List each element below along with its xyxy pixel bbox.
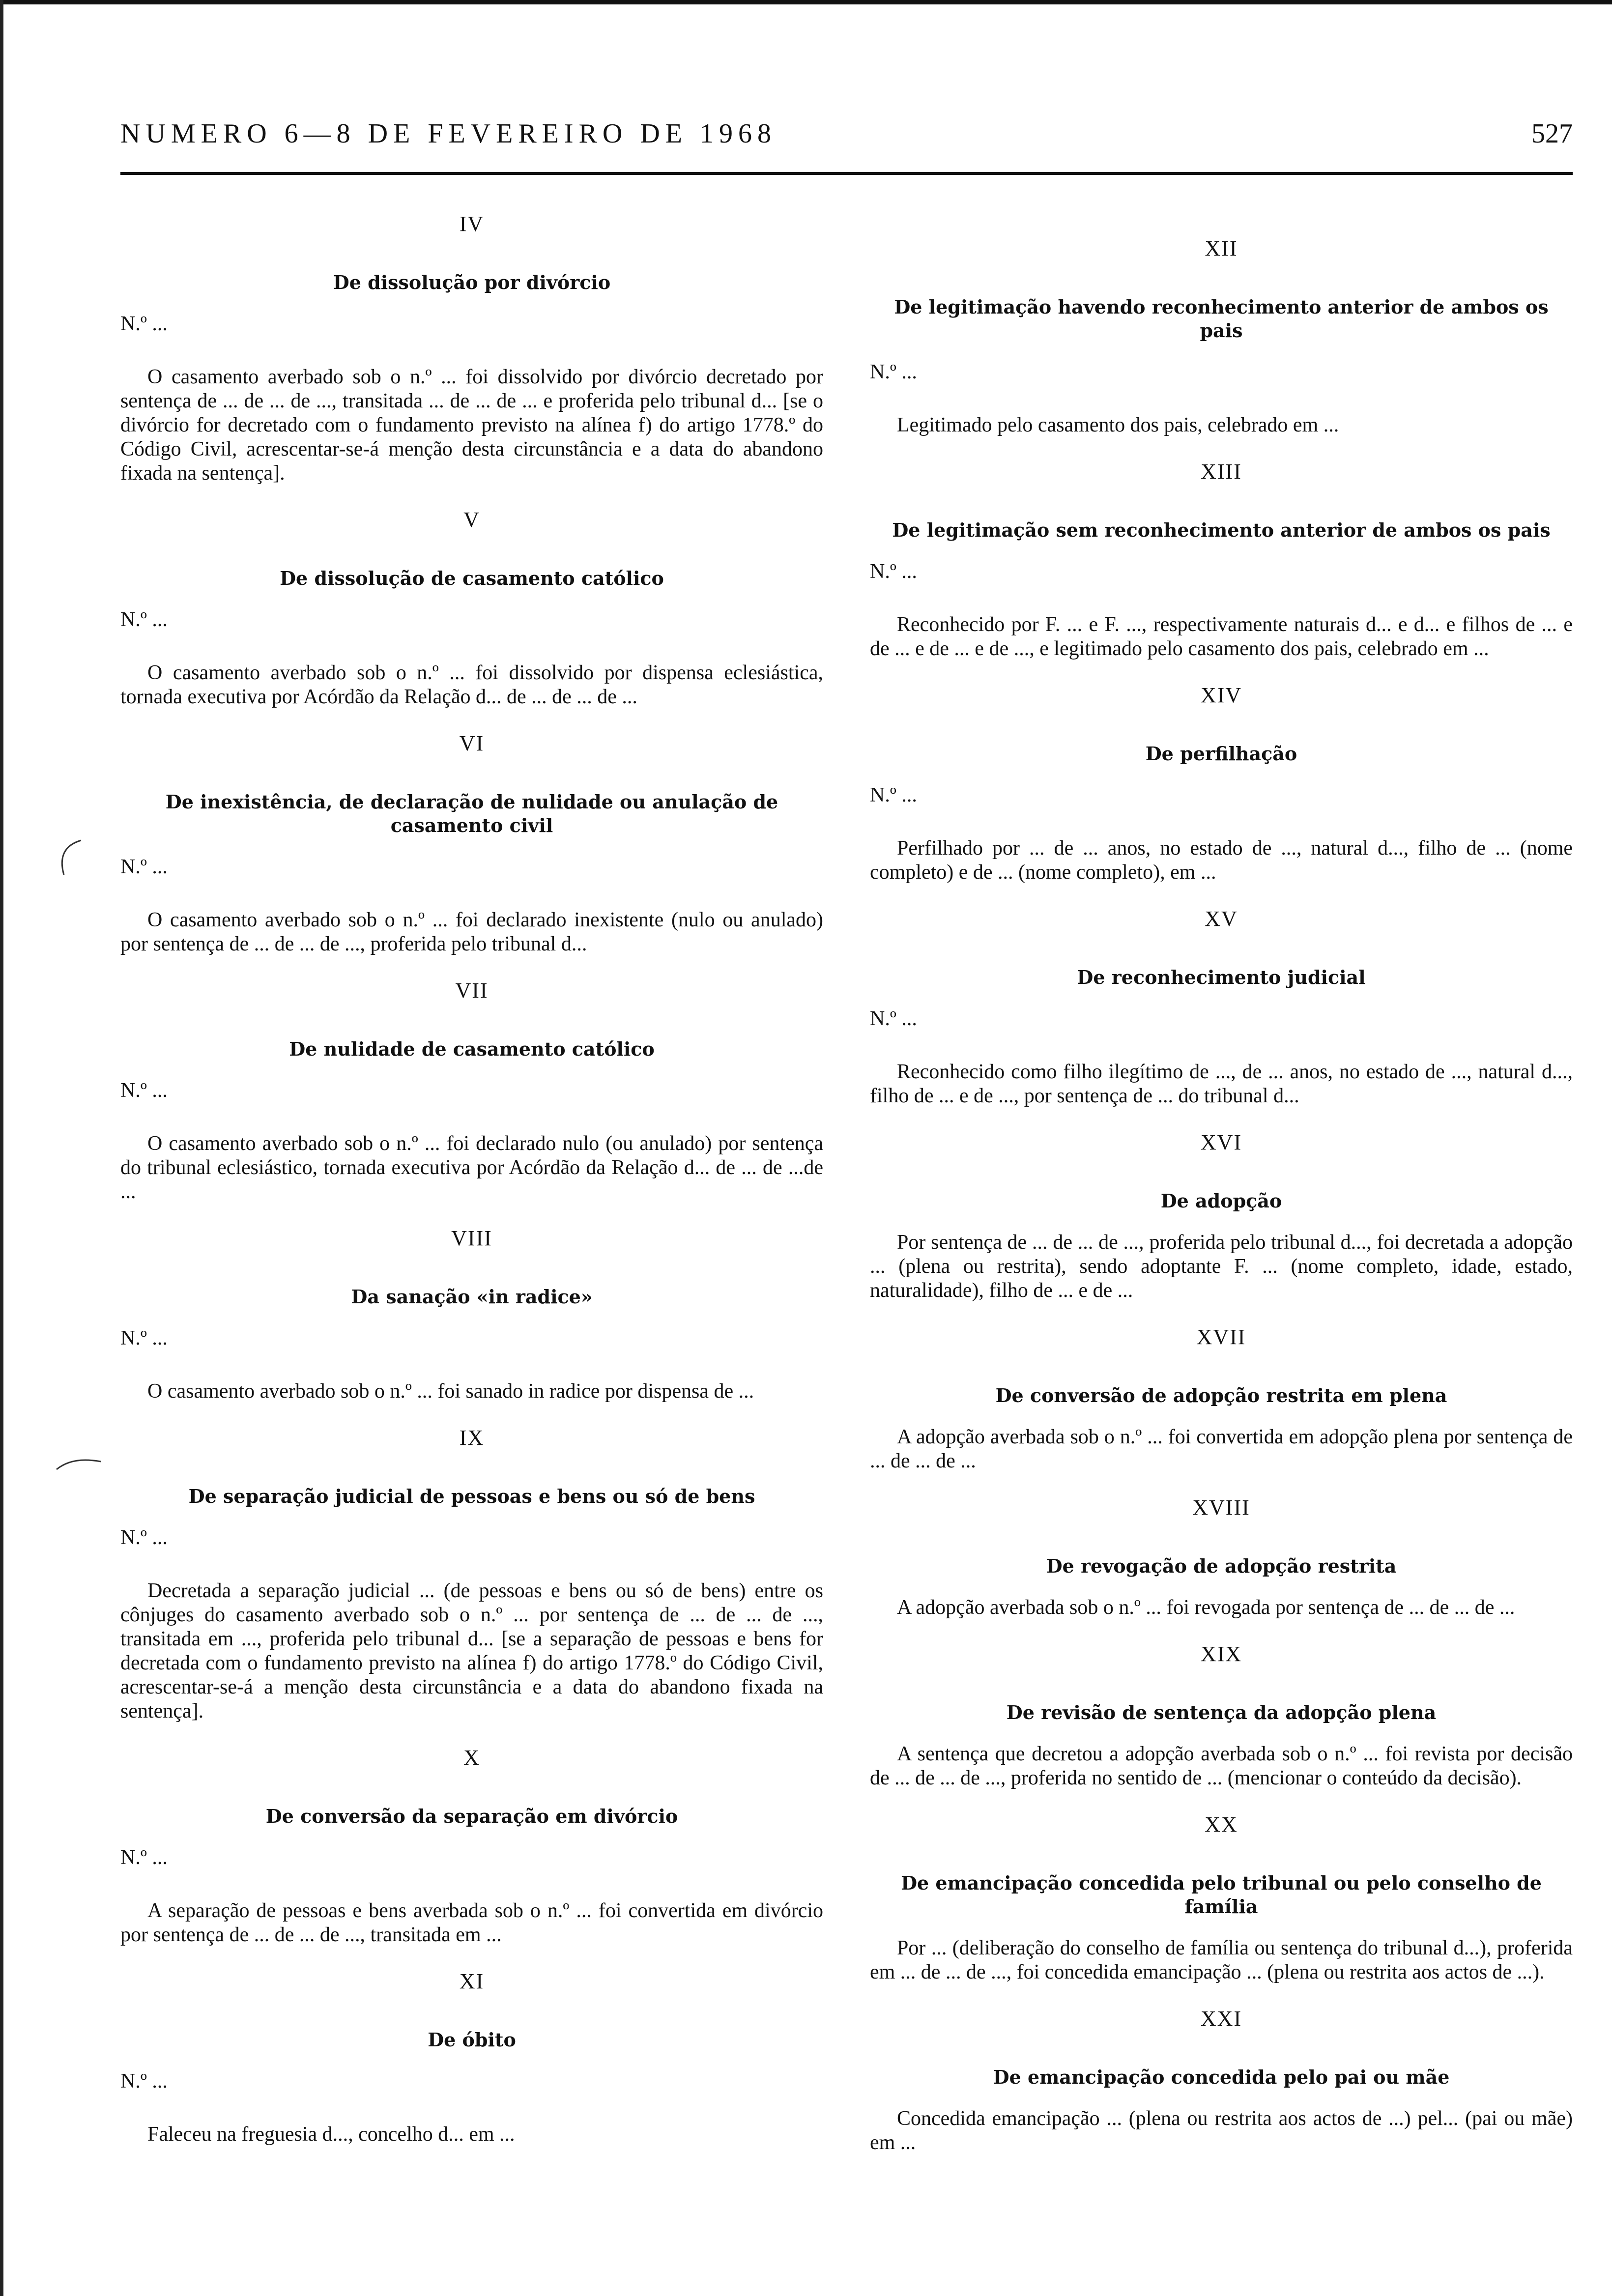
entry-number: N.º ... [870, 1007, 917, 1030]
section-title: De revogação de adopção restrita [1046, 1555, 1397, 1577]
section-xvi [870, 1130, 1573, 1303]
margin-mark [52, 835, 91, 880]
page-header [120, 118, 1573, 152]
section-iv [120, 211, 823, 486]
entry-number: N.º ... [870, 560, 917, 583]
entry-number: N.º ... [120, 1846, 168, 1869]
section-xxi [870, 2006, 1573, 2155]
section-title: De nulidade de casamento católico [289, 1038, 655, 1060]
section-title: De emancipação concedida pelo tribunal ou pelo conselho de família [901, 1872, 1542, 1918]
entry-number: N.º ... [870, 361, 917, 383]
section-title: De conversão de adopção restrita em plena [995, 1384, 1447, 1406]
section-title: De inexistência, de declaração de nulidade ou anulação de casamento civil [165, 791, 778, 836]
section-numeral: IX [459, 1426, 485, 1450]
section-numeral: IV [459, 212, 485, 236]
entry-number: N.º ... [120, 608, 168, 631]
section-title: De legitimação havendo reconhecimento anterior de ambos os pais [894, 296, 1549, 342]
section-xviii [870, 1495, 1573, 1620]
section-text: Reconhecido como filho ilegítimo de ..., de ... anos, no estado de ..., natural d..., filho de ... e de ..., por sentença de ... do tribunal d... [870, 1061, 1573, 1107]
section-numeral: XIX [1200, 1642, 1242, 1666]
top-border [0, 0, 1612, 4]
page-number: 527 [1531, 118, 1573, 149]
section-numeral: XVI [1200, 1130, 1242, 1154]
section-numeral: XXI [1200, 2007, 1242, 2031]
section-text: Reconhecido por F. ... e F. ..., respectivamente naturais d... e d... e filhos de ... e de ... e de ... e de ..., e legitimado pelo casamento dos pais, celebrado em ... [870, 613, 1573, 660]
section-text: O casamento averbado sob o n.º ... foi declarado inexistente (nulo ou anulado) por sentença de ... de ... de ..., proferida pelo tribunal d... [120, 909, 823, 955]
left-border [0, 0, 3, 2296]
section-title: De dissolução de casamento católico [280, 567, 664, 589]
section-xv [870, 906, 1573, 1108]
section-title: De óbito [428, 2029, 516, 2051]
section-text: A separação de pessoas e bens averbada sob o n.º ... foi convertida em divórcio por sentença de ... de ... de ..., transitada em ... [120, 1899, 823, 1946]
section-numeral: XII [1205, 236, 1238, 260]
entry-number: N.º ... [120, 1079, 168, 1102]
entry-number: N.º ... [120, 2070, 168, 2093]
section-numeral: X [463, 1746, 480, 1770]
section-vii [120, 978, 823, 1204]
section-title: De reconhecimento judicial [1077, 966, 1366, 988]
section-xi [120, 1969, 823, 2147]
section-numeral: XIII [1201, 459, 1242, 484]
section-numeral: V [463, 508, 480, 532]
section-title: De dissolução por divórcio [333, 271, 611, 293]
entry-number: N.º ... [870, 784, 917, 806]
section-text: Decretada a separação judicial ... (de pessoas e bens ou só de bens) entre os cônjuges do casamento averbado sob o n.º ... por sentença de ... de ... de ..., transitada em ..., proferida pelo tribunal d... [se a separação de pessoas e bens for decretada com o fundamento previsto na alínea f) do artigo 1778.º do Código Civil, acrescentar-se-á a menção desta circunstância e a data do abandono fixada na sentença]. [120, 1579, 823, 1722]
section-numeral: XVIII [1192, 1495, 1250, 1520]
section-text: Legitimado pelo casamento dos pais, celebrado em ... [897, 414, 1339, 436]
section-ix [120, 1425, 823, 1723]
section-x [120, 1745, 823, 1947]
section-xix [870, 1641, 1573, 1790]
section-text: A sentença que decretou a adopção averbada sob o n.º ... foi revista por decisão de ... de ... de ..., proferida no sentido de ... (mencionar o conteúdo da decisão). [870, 1743, 1573, 1789]
section-text: Concedida emancipação ... (plena ou restrita aos actos de ...) pel... (pai ou mãe) em ... [870, 2107, 1573, 2154]
section-xvii [870, 1324, 1573, 1473]
section-text: A adopção averbada sob o n.º ... foi convertida em adopção plena por sentença de ... de ... de ... [870, 1426, 1573, 1472]
section-title: De emancipação concedida pelo pai ou mãe [993, 2066, 1450, 2088]
header-divider [120, 172, 1573, 175]
section-numeral: XI [459, 1969, 485, 1993]
section-xx [870, 1812, 1573, 1984]
section-text: Faleceu na freguesia d..., concelho d... em ... [147, 2123, 515, 2146]
section-numeral: VII [455, 978, 489, 1003]
entry-number: N.º ... [120, 313, 168, 335]
section-title: De adopção [1160, 1190, 1282, 1212]
section-text: O casamento averbado sob o n.º ... foi dissolvido por divórcio decretado por sentença de ... de ... de ..., transitada ... de ... de ... e proferida pelo tribunal d... [se o divórcio for decretado com o fundamento previsto na alínea f) do artigo 1778.º do Código Civil, acrescentar-se-á menção desta circunstância e a data do abandono fixada na sentença]. [120, 366, 823, 485]
entry-number: N.º ... [120, 856, 168, 878]
left-column [120, 211, 823, 2168]
section-title: De separação judicial de pessoas e bens ou só de bens [188, 1485, 755, 1507]
section-viii [120, 1226, 823, 1404]
margin-mark [54, 1455, 113, 1474]
section-xiv [870, 683, 1573, 885]
header-title: NUMERO 6—8 DE FEVEREIRO DE 1968 [120, 118, 777, 149]
section-numeral: VI [459, 731, 485, 755]
section-numeral: XVII [1196, 1325, 1246, 1349]
section-text: Por ... (deliberação do conselho de família ou sentença do tribunal d...), proferida em ... de ... de ..., foi concedida emancipação ... (plena ou restrita aos actos de ...). [870, 1937, 1573, 1983]
section-text: A adopção averbada sob o n.º ... foi revogada por sentença de ... de ... de ... [897, 1596, 1515, 1619]
section-text: Perfilhado por ... de ... anos, no estado de ..., natural d..., filho de ... (nome completo) e de ... (nome completo), em ... [870, 837, 1573, 884]
section-xiii [870, 459, 1573, 661]
section-numeral: XV [1205, 907, 1238, 931]
section-numeral: XIV [1200, 683, 1242, 707]
section-title: De perfilhação [1145, 743, 1297, 765]
section-title: De revisão de sentença da adopção plena [1006, 1701, 1437, 1723]
entry-number: N.º ... [120, 1526, 168, 1549]
section-vi [120, 731, 823, 956]
section-text: O casamento averbado sob o n.º ... foi sanado in radice por dispensa de ... [147, 1380, 754, 1403]
section-title: De legitimação sem reconhecimento anterior de ambos os pais [892, 519, 1551, 541]
right-column [870, 236, 1573, 2177]
section-title: De conversão da separação em divórcio [265, 1805, 678, 1827]
section-v [120, 507, 823, 709]
entry-number: N.º ... [120, 1327, 168, 1349]
section-text: O casamento averbado sob o n.º ... foi declarado nulo (ou anulado) por sentença do tribunal eclesiástico, tornada executiva por Acórdão da Relação d... de ... de ...de ... [120, 1132, 823, 1203]
section-xii [870, 236, 1573, 437]
section-numeral: VIII [451, 1226, 492, 1250]
section-numeral: XX [1205, 1812, 1238, 1837]
section-text: O casamento averbado sob o n.º ... foi dissolvido por dispensa eclesiástica, tornada executiva por Acórdão da Relação d... de ... de ... de ... [120, 661, 823, 708]
section-text: Por sentença de ... de ... de ..., proferida pelo tribunal d..., foi decretada a adopção ... (plena ou restrita), sendo adoptante F. ... (nome completo, idade, estado, naturalidade), filho de ... e de ... [870, 1231, 1573, 1302]
section-title: Da sanação «in radice» [351, 1286, 593, 1308]
